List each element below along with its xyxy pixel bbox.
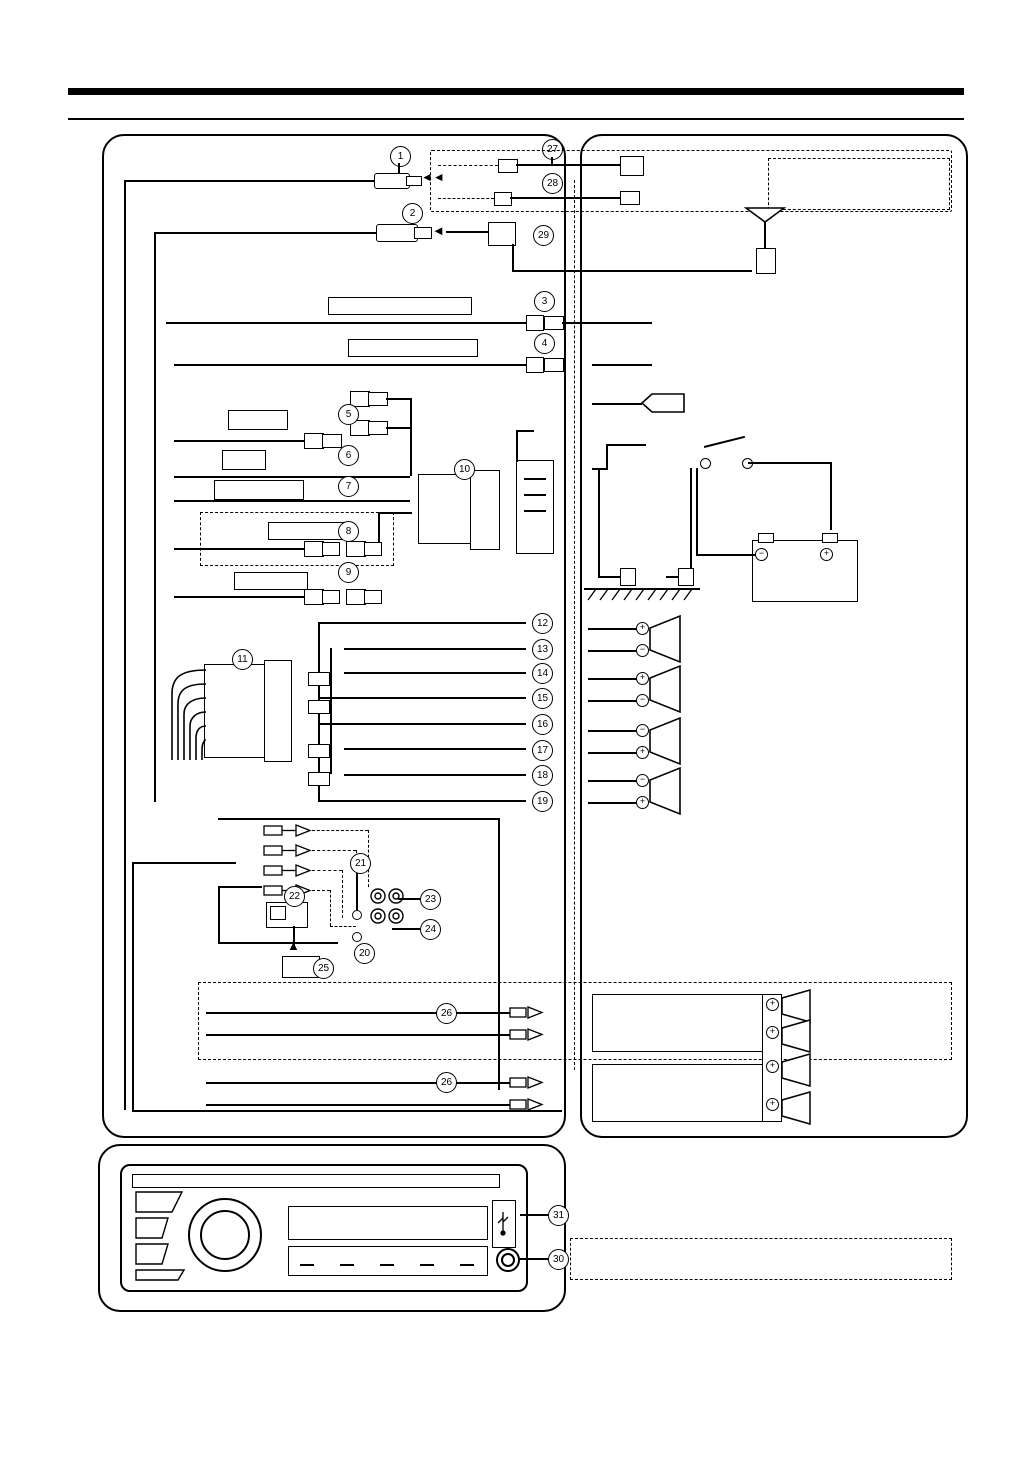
vehicle-block-riser	[516, 430, 518, 462]
spk4-minus: −	[636, 774, 649, 787]
connector-3-b	[544, 316, 564, 330]
speaker-icon-1	[648, 614, 682, 664]
fuse-icon	[640, 392, 688, 414]
label-box-3	[328, 297, 472, 315]
amplifier-block-1	[592, 994, 764, 1052]
callout-23-leader	[398, 898, 420, 900]
callout-17: 17	[532, 740, 553, 761]
connector-8-c	[346, 541, 366, 557]
ground-wire-1	[598, 468, 600, 576]
vehicle-pin-3	[524, 510, 546, 512]
antenna-plug	[756, 248, 776, 274]
wire-clip-a	[308, 672, 330, 686]
panel-divider-dashed	[574, 180, 575, 1070]
connector-8-b	[322, 542, 340, 556]
wire-26a-1	[206, 1012, 512, 1014]
spk3-plus: +	[636, 746, 649, 759]
harness-curves-11	[166, 664, 208, 760]
speaker-bus-inner	[330, 648, 332, 774]
wire-7	[174, 500, 410, 502]
arrow-cluster-icon: ◄◄	[421, 170, 445, 184]
amp-group-dashed-1	[198, 982, 952, 1060]
amp-speaker-icon-2	[780, 1018, 814, 1054]
callout-29: 29	[533, 225, 554, 246]
vehicle-pin-1	[524, 478, 546, 480]
volume-knob-inner[interactable]	[200, 1210, 250, 1260]
ground-lug-2	[678, 568, 694, 586]
callout-18: 18	[532, 765, 553, 786]
callout-25: 25	[313, 958, 334, 979]
wire-29-down	[512, 244, 514, 272]
speaker-connector-11-plug	[264, 660, 292, 762]
wire-29-to-antenna	[512, 270, 752, 272]
rca-group-left-top	[218, 886, 262, 888]
callout-14: 14	[532, 663, 553, 684]
callout-11: 11	[232, 649, 253, 670]
label-box-8	[268, 522, 344, 540]
callout-10: 10	[454, 459, 475, 480]
callout-9: 9	[338, 562, 359, 583]
battery-terminal-neg	[758, 533, 774, 543]
callout-1: 1	[390, 146, 411, 167]
connector-5-a	[304, 433, 324, 449]
callout-24: 24	[420, 919, 441, 940]
battery-terminal-pos	[822, 533, 838, 543]
label-box-5	[228, 410, 288, 430]
wire-3-to-acc	[592, 322, 652, 324]
wire-clip-c	[308, 744, 330, 758]
ground-wire-2	[690, 468, 692, 576]
connector-5-f	[368, 421, 388, 435]
callout-20: 20	[354, 943, 375, 964]
arrow-2-icon: ◄	[432, 223, 445, 238]
callout-31: 31	[548, 1205, 569, 1226]
amp-spk3-plus: +	[766, 1060, 779, 1073]
face-mark-1	[300, 1264, 314, 1266]
wire-12	[318, 622, 526, 624]
label-box-4	[348, 339, 478, 357]
callout-15: 15	[532, 688, 553, 709]
spk4-plus: +	[636, 796, 649, 809]
callout-12: 12	[532, 613, 553, 634]
wire-26a-2	[206, 1034, 512, 1036]
rear-jacks-icon	[366, 886, 424, 938]
rca-group-left-bottom	[218, 942, 338, 944]
callout-13: 13	[532, 639, 553, 660]
vehicle-block-riser-top	[516, 430, 534, 432]
wire-1-horizontal	[124, 180, 374, 182]
vehicle-pin-2	[524, 494, 546, 496]
wire-29-lead	[446, 231, 490, 233]
callout-30-leader	[518, 1258, 548, 1260]
dashed-rca-4-h2	[330, 926, 356, 927]
wire-5-bottom	[386, 427, 412, 429]
callout-31-leader	[520, 1214, 548, 1216]
bus-line-outer-2	[132, 862, 134, 1110]
wire-15	[318, 697, 526, 699]
wire-8-top	[378, 512, 412, 514]
callout-26-b: 26	[436, 1072, 457, 1093]
battery-body	[752, 540, 858, 602]
callout-2: 2	[402, 203, 423, 224]
speaker-icon-2	[648, 664, 682, 714]
battery-pos-sign: +	[820, 548, 833, 561]
jack-point-21	[352, 910, 362, 920]
label-box-7	[214, 480, 304, 500]
callout-27: 27	[542, 139, 563, 160]
connector-2-plug	[376, 224, 418, 242]
connector-9-a	[304, 589, 324, 605]
dashed-rca-3	[312, 870, 342, 871]
dashed-rca-3-v	[342, 870, 343, 918]
speaker-icon-4	[648, 766, 682, 816]
callout-22: 22	[284, 886, 305, 907]
label-box-9	[234, 572, 308, 590]
connector-4-a	[526, 357, 544, 373]
wire-17	[344, 748, 526, 750]
connector-29-body	[488, 222, 516, 246]
connector-5-b	[322, 434, 342, 448]
rca-plug-26a-2-icon	[508, 1026, 548, 1042]
face-mark-4	[420, 1264, 434, 1266]
callout-6: 6	[338, 445, 359, 466]
optional-note-box	[768, 158, 950, 210]
callout-5: 5	[338, 404, 359, 425]
bus-line-outer-2-top	[132, 862, 236, 864]
spk2-plus: +	[636, 672, 649, 685]
wire-8	[174, 548, 304, 550]
wire-8-riser	[378, 512, 380, 542]
chassis-ground-hatch-icon	[584, 588, 702, 602]
callout-21: 21	[350, 853, 371, 874]
rca-plug-1-icon	[262, 822, 316, 838]
wire-clip-b	[308, 700, 330, 714]
wire-switch-to-battery	[748, 462, 832, 464]
callout-19: 19	[532, 791, 553, 812]
rca-group-top	[218, 818, 500, 820]
connector-5-d	[368, 392, 388, 406]
connector-8-d	[364, 542, 382, 556]
callout-16: 16	[532, 714, 553, 735]
usb-arrow-icon: ▲	[287, 938, 300, 953]
label-box-6	[222, 450, 266, 470]
ignition-branch	[592, 468, 608, 470]
connector-9-b	[322, 590, 340, 604]
face-mark-5	[460, 1264, 474, 1266]
ground-lug-1	[620, 568, 636, 586]
wire-3	[166, 322, 526, 324]
amp-spk4-plus: +	[766, 1098, 779, 1111]
disc-slot[interactable]	[288, 1246, 488, 1276]
page-top-rule-thin	[68, 118, 964, 120]
wire-battery-plus-drop	[830, 462, 832, 530]
wire-5	[174, 440, 304, 442]
callout-1-leader	[398, 163, 400, 174]
connector-8-a	[304, 541, 324, 557]
wire-4	[174, 364, 526, 366]
switch-contact-left	[700, 458, 711, 469]
usb-icon	[496, 1210, 510, 1236]
ignition-left-lead	[606, 444, 646, 446]
battery-neg-run	[696, 468, 698, 554]
wire-3-right	[562, 322, 592, 324]
speaker-connector-11	[204, 664, 272, 758]
dashed-rca-4	[312, 890, 330, 891]
bus-line-left-inner	[154, 232, 156, 802]
callout-30: 30	[548, 1249, 569, 1270]
spk3-minus: −	[636, 724, 649, 737]
wire-to-fuse	[592, 403, 642, 405]
dashed-rca-1	[312, 830, 368, 831]
face-mark-3	[380, 1264, 394, 1266]
connector-9-d	[364, 590, 382, 604]
wire-5-down	[410, 398, 412, 476]
dashed-rca-2	[312, 850, 356, 851]
spk1-minus: −	[636, 644, 649, 657]
wire-clip-d	[308, 772, 330, 786]
usb-adapter-22-port	[270, 906, 286, 920]
callout-21-leader	[356, 872, 358, 910]
spk1-plus: +	[636, 622, 649, 635]
callout-4: 4	[534, 333, 555, 354]
rca-plug-3-icon	[262, 862, 316, 878]
page-top-rule	[68, 88, 964, 95]
wire-5-top	[386, 398, 412, 400]
bus-line-left-outer	[124, 180, 126, 1110]
wire-4-to-dimmer	[592, 364, 652, 366]
wire-18	[344, 774, 526, 776]
amp-spk1-plus: +	[766, 998, 779, 1011]
aux-jack-hole	[501, 1253, 515, 1267]
callout-26-a: 26	[436, 1003, 457, 1024]
rca-plug-2-icon	[262, 842, 316, 858]
vehicle-connector-block	[516, 460, 554, 554]
jack-point-20	[352, 932, 362, 942]
battery-neg-sign: −	[755, 548, 768, 561]
connector-1-plug	[374, 173, 410, 189]
wire-6	[174, 476, 410, 478]
rca-plug-26a-1-icon	[508, 1004, 548, 1020]
connector-2-tip	[414, 227, 432, 239]
wire-16	[318, 723, 526, 725]
spk2-minus: −	[636, 694, 649, 707]
antenna-icon	[744, 206, 786, 224]
callout-7: 7	[338, 476, 359, 497]
ignition-left-drop	[606, 444, 608, 468]
wire-13	[344, 648, 526, 650]
callout-23: 23	[420, 889, 441, 910]
wire-9	[174, 596, 304, 598]
wire-14	[344, 672, 526, 674]
connector-1-tip	[406, 176, 422, 186]
amp-spk2-plus: +	[766, 1026, 779, 1039]
connector-4-b	[544, 358, 564, 372]
rca-group-left	[218, 886, 220, 942]
face-mark-2	[340, 1264, 354, 1266]
callout-8: 8	[338, 521, 359, 542]
wire-19	[318, 800, 526, 802]
connector-3-a	[526, 315, 544, 331]
harness-block-10-plug	[470, 470, 500, 550]
callout-3: 3	[534, 291, 555, 312]
connector-9-c	[346, 589, 366, 605]
callout-24-leader	[392, 928, 420, 930]
speaker-icon-3	[648, 716, 682, 766]
head-unit-note-dashed-box	[570, 1238, 952, 1280]
battery-neg-run-h	[696, 554, 756, 556]
wire-2-horizontal	[154, 232, 376, 234]
dashed-rca-4-v	[330, 890, 331, 926]
display-window	[288, 1206, 488, 1240]
callout-28: 28	[542, 173, 563, 194]
